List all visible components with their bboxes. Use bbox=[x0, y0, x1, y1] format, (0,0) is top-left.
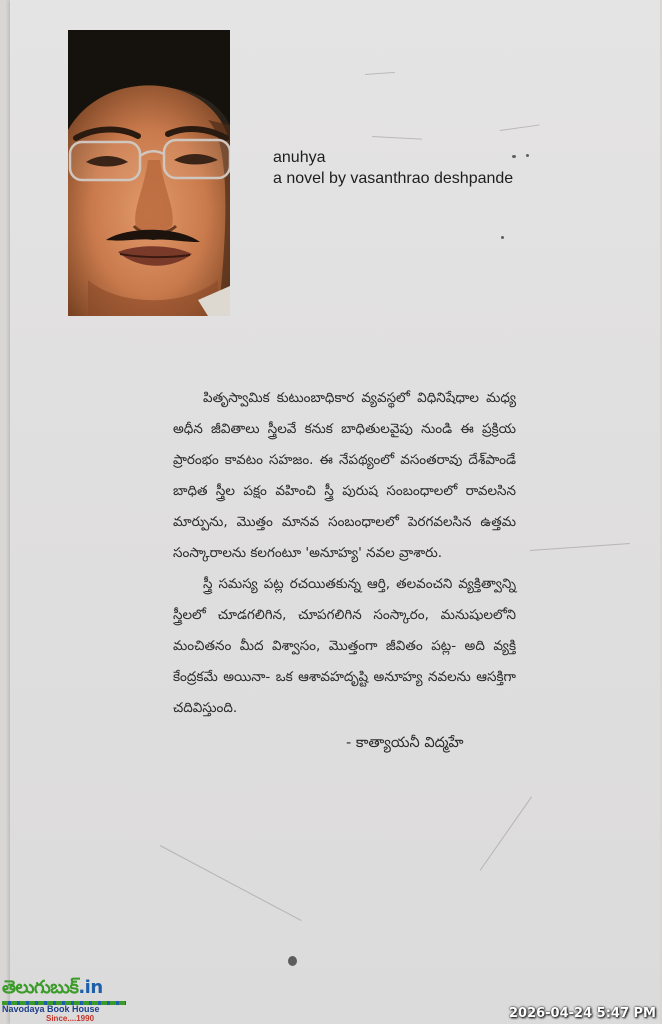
site-watermark-logo bbox=[2, 977, 132, 1023]
blurb-signature: - కాత్యాయనీ విద్మహే bbox=[346, 735, 464, 751]
paper-scratch bbox=[530, 543, 630, 551]
logo-publisher: Navodaya Book House bbox=[2, 1004, 100, 1014]
ink-speck bbox=[288, 956, 297, 966]
ink-speck bbox=[501, 236, 504, 239]
paper-scratch bbox=[365, 72, 395, 75]
paper-scratch bbox=[160, 845, 302, 921]
book-byline: a novel by vasanthrao deshpande bbox=[273, 170, 514, 187]
logo-name-text: తెలుగుబుక్ bbox=[2, 977, 79, 998]
back-cover bbox=[10, 0, 660, 1024]
blurb-paragraph: స్త్రీ సమస్య పట్ల రచయితకున్న ఆర్తి, తలవంచని వ్యక్తిత్వాన్ని స్త్రీలలో చూడగలిగిన, చూపగలిగిన సంస్కారం, మనుషులలోని మంచితనం మీద విశ్వాసం, మొత్తంగా జీవితం పట్ల- అది వ్యక్తి కేంద్రకమే అయినా- ఒక ఆశావహదృష్టి అనూహ్య నవలను ఆసక్తిగా చదివిస్తుంది. bbox=[173, 576, 516, 716]
logo-name bbox=[2, 977, 103, 1002]
logo-since: Since....1990 bbox=[46, 1014, 95, 1023]
author-photo bbox=[68, 30, 230, 316]
author-portrait-image bbox=[68, 30, 230, 316]
blurb-text bbox=[173, 383, 516, 724]
photo-timestamp: 2026-04-24 5:47 PM bbox=[508, 1006, 656, 1021]
book-title-block bbox=[273, 147, 513, 189]
ink-speck bbox=[512, 155, 516, 158]
blurb-paragraph: పితృస్వామిక కుటుంబాధికార వ్యవస్థలో విధినిషేధాల మధ్య అధీన జీవితాలు స్త్రీలవే కనుక బాధితులవైపు నుండి ఈ ప్రక్రియ ప్రారంభం కావటం సహజం. ఈ నేపథ్యంలో వసంతరావు దేశ్‌పాండే బాధిత స్త్రీల పక్షం వహించి స్త్రీ పురుష సంబంధాలలో రావలసిన మార్పును, మొత్తం మానవ సంబంధాలలో పెరగవలసిన ఉత్తమ సంస్కారాలను కలగంటూ 'అనూహ్య' నవల వ్రాశారు. bbox=[173, 390, 516, 561]
ink-speck bbox=[526, 154, 529, 157]
book-title: anuhya bbox=[273, 149, 326, 166]
paper-scratch bbox=[480, 796, 532, 870]
logo-tld: .in bbox=[78, 977, 103, 998]
paper-scratch bbox=[372, 136, 422, 140]
paper-scratch bbox=[500, 124, 540, 131]
